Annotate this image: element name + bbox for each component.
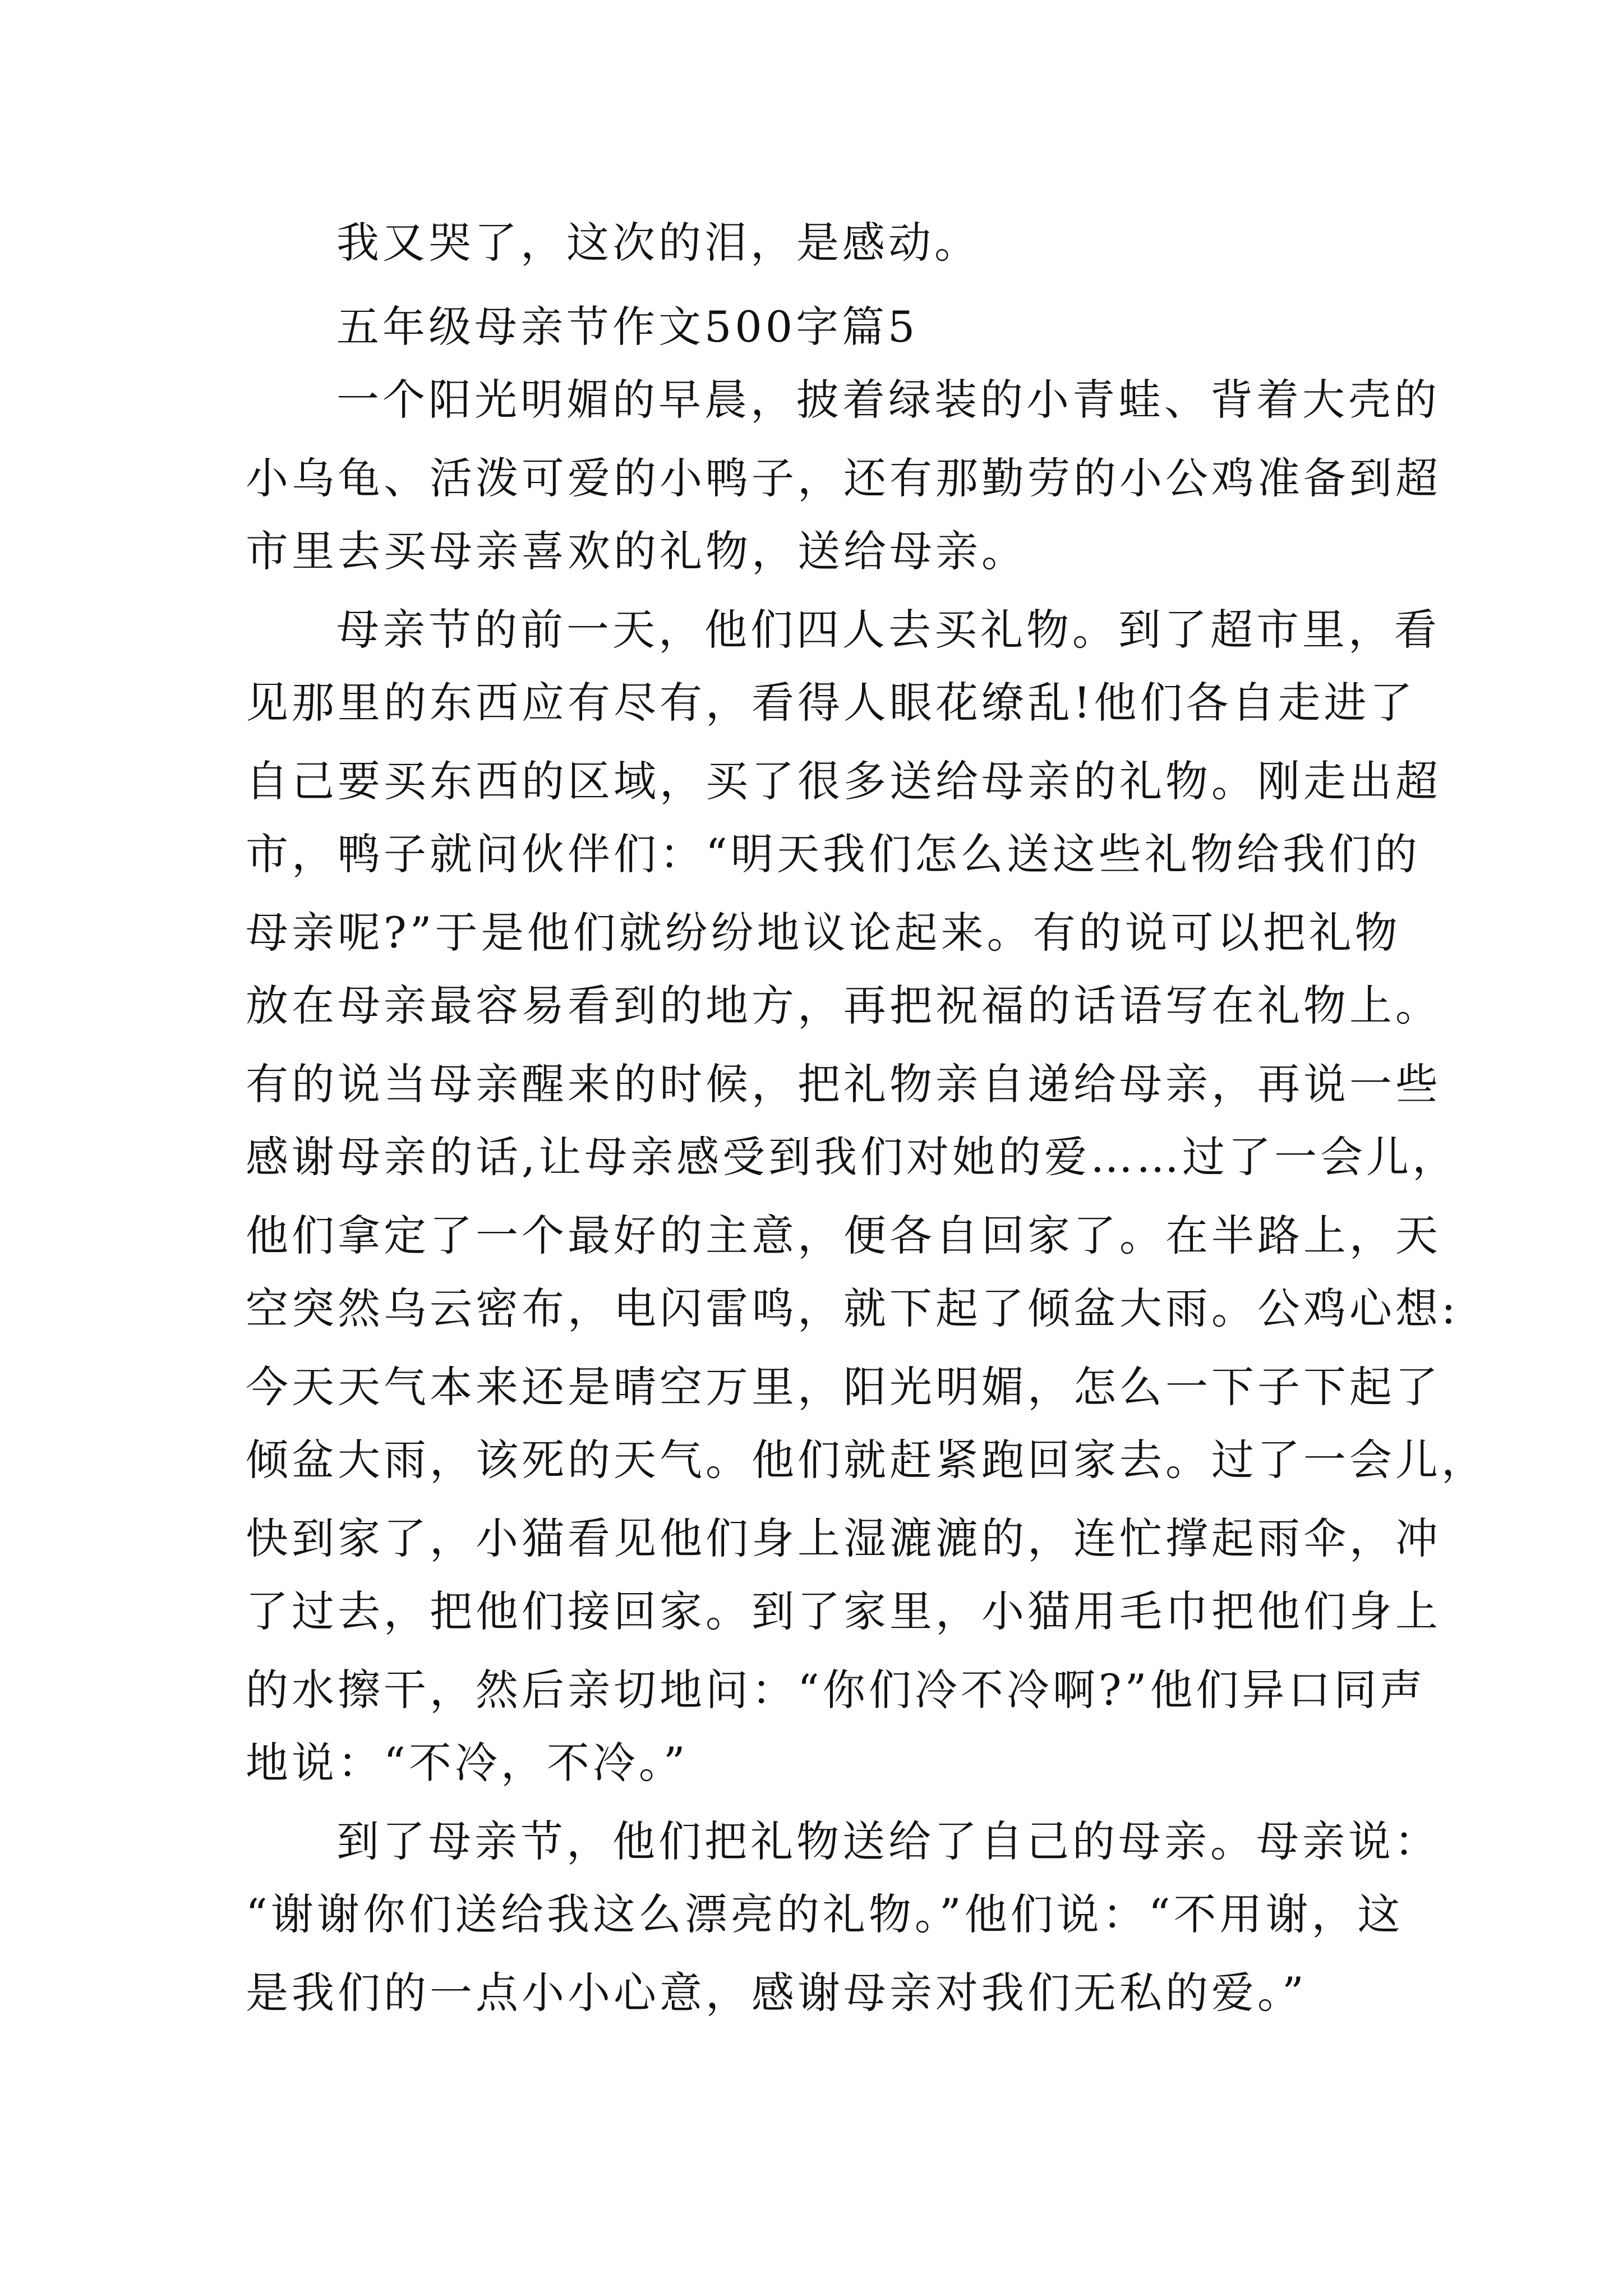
text-line: 今天天气本来还是晴空万里，阳光明媚，怎么一下子下起了 [246, 1362, 1441, 1412]
text-line: 是我们的一点小小心意，感谢母亲对我们无私的爱。” [246, 1968, 1307, 2018]
text-line: 小乌龟、活泼可爱的小鸭子，还有那勤劳的小公鸡准备到超 [246, 453, 1441, 503]
text-line: 倾盆大雨，该死的天气。他们就赶紧跑回家去。过了一会儿， [246, 1435, 1487, 1485]
text-line: 我又哭了，这次的泪，是感动。 [336, 218, 980, 268]
text-line: 母亲呢?”于是他们就纷纷地议论起来。有的说可以把礼物 [246, 908, 1401, 958]
text-line: 见那里的东西应有尽有，看得人眼花缭乱!他们各自走进了 [246, 678, 1416, 728]
text-line: 放在母亲最容易看到的地方，再把祝福的话语写在礼物上。 [246, 981, 1441, 1030]
text-line: 他们拿定了一个最好的主意，便各自回家了。在半路上，天 [246, 1211, 1441, 1260]
text-line: 市里去买母亲喜欢的礼物，送给母亲。 [246, 526, 1027, 576]
text-line: 自己要买东西的区域，买了很多送给母亲的礼物。刚走出超 [246, 756, 1441, 806]
text-line: 快到家了，小猫看见他们身上湿漉漉的，连忙撑起雨伞，冲 [246, 1513, 1441, 1563]
section-heading: 五年级母亲节作文500字篇5 [336, 302, 919, 352]
text-line: 的水擦干，然后亲切地问：“你们冷不冷啊?”他们异口同声 [246, 1665, 1426, 1715]
text-line: 了过去，把他们接回家。到了家里，小猫用毛巾把他们身上 [246, 1586, 1441, 1636]
text-line: 母亲节的前一天，他们四人去买礼物。到了超市里，看 [336, 605, 1440, 655]
text-line: 感谢母亲的话,让母亲感受到我们对她的爱……过了一会儿， [246, 1132, 1459, 1182]
text-line: 空突然乌云密布，电闪雷鸣，就下起了倾盆大雨。公鸡心想: [246, 1283, 1459, 1333]
text-line: 地说：“不冷，不冷。” [246, 1738, 689, 1788]
text-line: 一个阳光明媚的早晨，披着绿装的小青蛙、背着大壳的 [336, 375, 1440, 425]
text-line: “谢谢你们送给我这么漂亮的礼物。”他们说：“不用谢，这 [246, 1889, 1404, 1939]
text-line: 有的说当母亲醒来的时候，把礼物亲自递给母亲，再说一些 [246, 1059, 1441, 1109]
text-line: 市，鸭子就问伙伴们：“明天我们怎么送这些礼物给我们的 [246, 829, 1421, 879]
text-line: 到了母亲节，他们把礼物送给了自己的母亲。母亲说： [336, 1816, 1440, 1866]
